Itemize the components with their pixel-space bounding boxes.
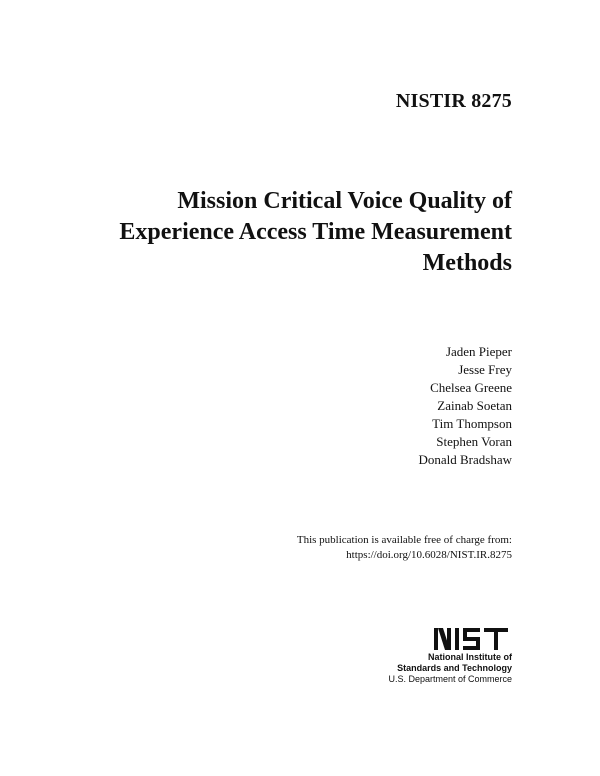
title-line: Mission Critical Voice Quality of <box>177 188 512 214</box>
nist-logo <box>372 628 512 685</box>
author-name: Chelsea Greene <box>430 380 512 395</box>
title-line: Methods <box>422 250 512 276</box>
author-name: Donald Bradshaw <box>418 452 512 467</box>
availability-note <box>297 533 512 563</box>
document-title <box>72 186 512 279</box>
report-number: NISTIR 8275 <box>395 90 512 112</box>
availability-statement: This publication is available free of charge from: <box>296 534 512 546</box>
logo-line-institute: National Institute of <box>428 652 512 662</box>
author-name: Stephen Voran <box>436 434 512 449</box>
logo-line-department: U.S. Department of Commerce <box>388 674 512 684</box>
title-line: Experience Access Time Measurement <box>119 219 512 245</box>
author-name: Tim Thompson <box>432 416 512 431</box>
doi-link[interactable]: https://doi.org/10.6028/NIST.IR.8275 <box>346 549 512 561</box>
author-list <box>418 343 512 469</box>
nist-wordmark-icon <box>434 628 512 650</box>
author-name: Jesse Frey <box>458 362 512 377</box>
logo-line-standards: Standards and Technology <box>397 663 512 673</box>
author-name: Zainab Soetan <box>437 398 512 413</box>
author-name: Jaden Pieper <box>445 344 512 359</box>
